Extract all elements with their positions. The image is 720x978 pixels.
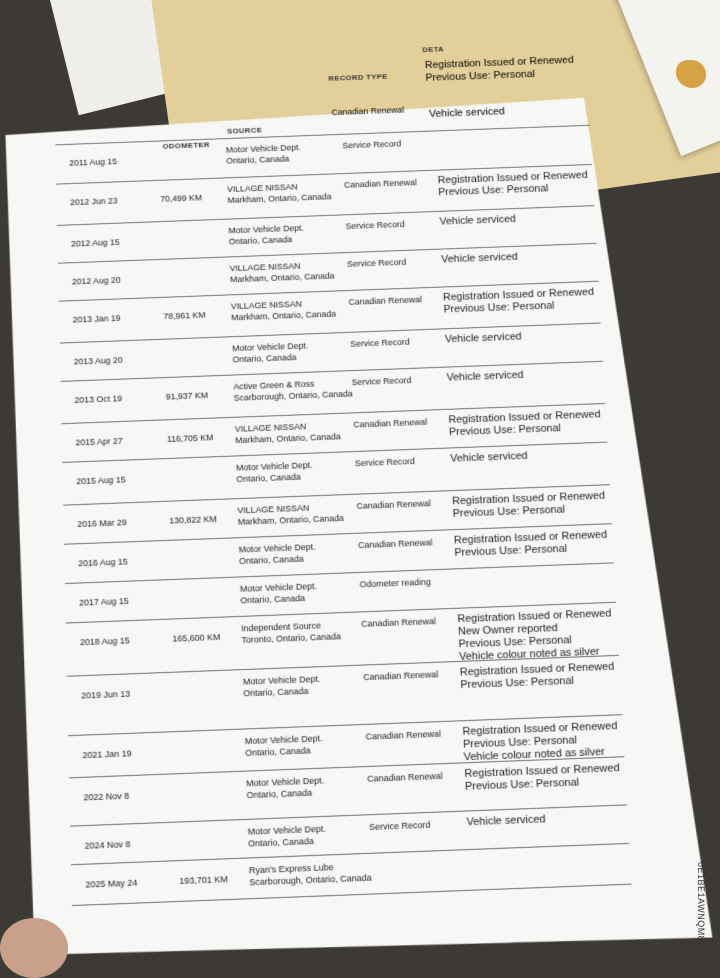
row-source-line: Scarborough, Ontario, Canada xyxy=(249,872,372,888)
row-source-line: Motor Vehicle Dept. xyxy=(238,541,316,555)
row-source-line: Ontario, Canada xyxy=(245,745,311,758)
top-detail-1: Registration Issued or Renewed xyxy=(424,54,575,71)
row-record-type: Service Record xyxy=(368,819,431,833)
row-detail-line: Registration Issued or Renewed xyxy=(451,490,606,508)
row-odometer: 130,822 KM xyxy=(169,514,217,526)
row-date: 2013 Oct 19 xyxy=(74,393,123,405)
row-source-line: Motor Vehicle Dept. xyxy=(235,460,313,473)
row-record-type: Service Record xyxy=(351,375,412,388)
row-source-line: Ontario, Canada xyxy=(232,352,297,365)
row-detail-line: Vehicle serviced xyxy=(444,331,522,346)
row-record-type: Service Record xyxy=(354,456,416,469)
row-record-type: Canadian Renewal xyxy=(348,294,423,307)
row-record-type: Canadian Renewal xyxy=(356,498,432,511)
row-date: 2012 Jun 23 xyxy=(69,196,118,207)
row-date: 2011 Aug 15 xyxy=(69,156,118,168)
top-record-type: Canadian Renewal xyxy=(331,105,405,117)
row-date: 2017 Aug 15 xyxy=(78,596,129,608)
row-detail-line: Vehicle colour noted as silver xyxy=(463,746,606,764)
vehicle-history-table xyxy=(55,125,631,906)
row-source-line: VILLAGE NISSAN xyxy=(226,182,298,194)
row-odometer: 91,937 KM xyxy=(165,390,209,402)
row-detail-line: Vehicle serviced xyxy=(439,213,517,228)
row-detail-line: Registration Issued or Renewed xyxy=(453,529,608,547)
row-source-line: Markham, Ontario, Canada xyxy=(227,191,332,205)
row-record-type: Service Record xyxy=(345,219,405,231)
row-source-line: Ontario, Canada xyxy=(238,553,304,566)
row-detail-line: Previous Use: Personal xyxy=(443,300,555,316)
details-header: DETA xyxy=(422,44,445,54)
row-date: 2022 Nov 8 xyxy=(83,790,130,803)
row-source-line: Ontario, Canada xyxy=(228,234,293,247)
row-source-line: Motor Vehicle Dept. xyxy=(228,223,305,236)
row-detail-line: Vehicle serviced xyxy=(466,813,546,829)
row-source-line: Ontario, Canada xyxy=(240,593,306,606)
row-detail-line: Previous Use: Personal xyxy=(454,543,568,559)
row-date: 2024 Nov 8 xyxy=(84,839,131,851)
row-source-line: Motor Vehicle Dept. xyxy=(247,823,327,837)
row-odometer: 78,961 KM xyxy=(163,310,206,322)
record-type-header: RECORD TYPE xyxy=(328,72,388,83)
row-detail-line: Previous Use: Personal xyxy=(460,675,575,692)
edge-code: 0E1BE1AWNQM8U xyxy=(696,862,706,949)
row-detail-line: Registration Issued or Renewed xyxy=(457,607,612,626)
row-date: 2021 Jan 19 xyxy=(82,748,132,761)
row-date: 2012 Aug 15 xyxy=(70,237,120,249)
row-date: 2016 Aug 15 xyxy=(78,556,128,569)
row-source-line: Toronto, Ontario, Canada xyxy=(241,631,342,645)
row-detail-line: Vehicle serviced xyxy=(441,251,519,266)
row-detail-line: Vehicle serviced xyxy=(446,369,524,384)
odometer-header: ODOMETER xyxy=(162,140,210,151)
row-source-line: Ontario, Canada xyxy=(226,154,290,166)
row-source-line: VILLAGE NISSAN xyxy=(234,421,307,434)
row-source-line: Markham, Ontario, Canada xyxy=(235,431,341,446)
sticker-decoration xyxy=(676,60,706,88)
row-detail-line: Registration Issued or Renewed xyxy=(448,408,601,426)
row-date: 2012 Aug 20 xyxy=(71,275,121,287)
row-record-type: Canadian Renewal xyxy=(363,669,439,683)
row-source-line: Motor Vehicle Dept. xyxy=(239,581,318,594)
row-source-line: Motor Vehicle Dept. xyxy=(242,673,321,687)
row-detail-line: Registration Issued or Renewed xyxy=(437,169,588,187)
row-record-type: Canadian Renewal xyxy=(353,417,428,430)
top-detail-serviced: Vehicle serviced xyxy=(428,106,506,120)
row-detail-line: Previous Use: Personal xyxy=(462,734,578,751)
row-source-line: Ontario, Canada xyxy=(246,787,313,801)
row-odometer: 70,499 KM xyxy=(160,192,203,204)
row-source-line: Active Green & Ross xyxy=(233,379,315,392)
row-detail-line: New Owner reported xyxy=(457,622,559,638)
row-date: 2015 Aug 15 xyxy=(76,474,126,487)
row-date: 2015 Apr 27 xyxy=(75,436,123,448)
row-detail-line: Previous Use: Personal xyxy=(438,183,549,199)
row-odometer: 165,600 KM xyxy=(172,632,221,644)
row-detail-line: Vehicle serviced xyxy=(450,450,528,465)
row-source-line: Markham, Ontario, Canada xyxy=(229,271,335,285)
row-record-type: Canadian Renewal xyxy=(343,177,418,190)
row-odometer: 116,705 KM xyxy=(166,432,214,444)
row-source-line: Markham, Ontario, Canada xyxy=(231,309,337,323)
row-record-type: Canadian Renewal xyxy=(367,771,443,784)
row-record-type: Canadian Renewal xyxy=(365,728,442,742)
row-source-line: Ryan's Express Lube xyxy=(248,862,334,876)
row-date: 2013 Aug 20 xyxy=(73,355,123,367)
row-source-line: Independent Source xyxy=(241,620,322,634)
row-detail-line: Previous Use: Personal xyxy=(452,504,566,520)
row-detail-line: Registration Issued or Renewed xyxy=(459,660,615,679)
row-source-line: Motor Vehicle Dept. xyxy=(246,775,325,789)
row-odometer: 193,701 KM xyxy=(179,874,228,886)
row-record-type: Service Record xyxy=(342,139,402,151)
row-detail-line: Vehicle colour noted as silver xyxy=(458,645,600,663)
row-source-line: Motor Vehicle Dept. xyxy=(244,733,323,747)
row-source-line: VILLAGE NISSAN xyxy=(230,299,302,312)
row-date: 2013 Jan 19 xyxy=(72,313,121,325)
thumb xyxy=(0,918,68,978)
row-record-type: Service Record xyxy=(350,337,410,349)
row-source-line: VILLAGE NISSAN xyxy=(229,261,301,274)
row-detail-line: Previous Use: Personal xyxy=(458,634,573,651)
row-date: 2025 May 24 xyxy=(85,877,138,890)
row-record-type: Canadian Renewal xyxy=(357,537,433,550)
row-detail-line: Registration Issued or Renewed xyxy=(464,762,620,781)
row-record-type: Odometer reading xyxy=(359,576,431,590)
row-source-line: Ontario, Canada xyxy=(247,836,315,849)
row-date: 2016 Mar 29 xyxy=(77,517,127,529)
row-detail-line: Previous Use: Personal xyxy=(464,776,580,793)
row-record-type: Service Record xyxy=(346,257,407,269)
row-detail-line: Registration Issued or Renewed xyxy=(442,286,595,304)
row-source-line: Ontario, Canada xyxy=(243,686,309,699)
row-source-line: Markham, Ontario, Canada xyxy=(237,513,345,527)
row-date: 2019 Jun 13 xyxy=(81,688,131,701)
row-detail-line: Previous Use: Personal xyxy=(448,422,562,439)
row-date: 2018 Aug 15 xyxy=(79,635,130,648)
top-detail-2: Previous Use: Personal xyxy=(425,68,536,84)
row-detail-line: Registration Issued or Renewed xyxy=(462,720,618,738)
row-record-type: Canadian Renewal xyxy=(360,616,437,629)
document-page xyxy=(0,35,720,974)
row-source-line: Motor Vehicle Dept. xyxy=(232,340,309,354)
row-source-line: Motor Vehicle Dept. xyxy=(225,142,302,155)
row-source-line: VILLAGE NISSAN xyxy=(237,503,310,516)
source-header: SOURCE xyxy=(227,125,263,136)
row-source-line: Scarborough, Ontario, Canada xyxy=(233,388,353,403)
row-source-line: Ontario, Canada xyxy=(236,472,301,484)
